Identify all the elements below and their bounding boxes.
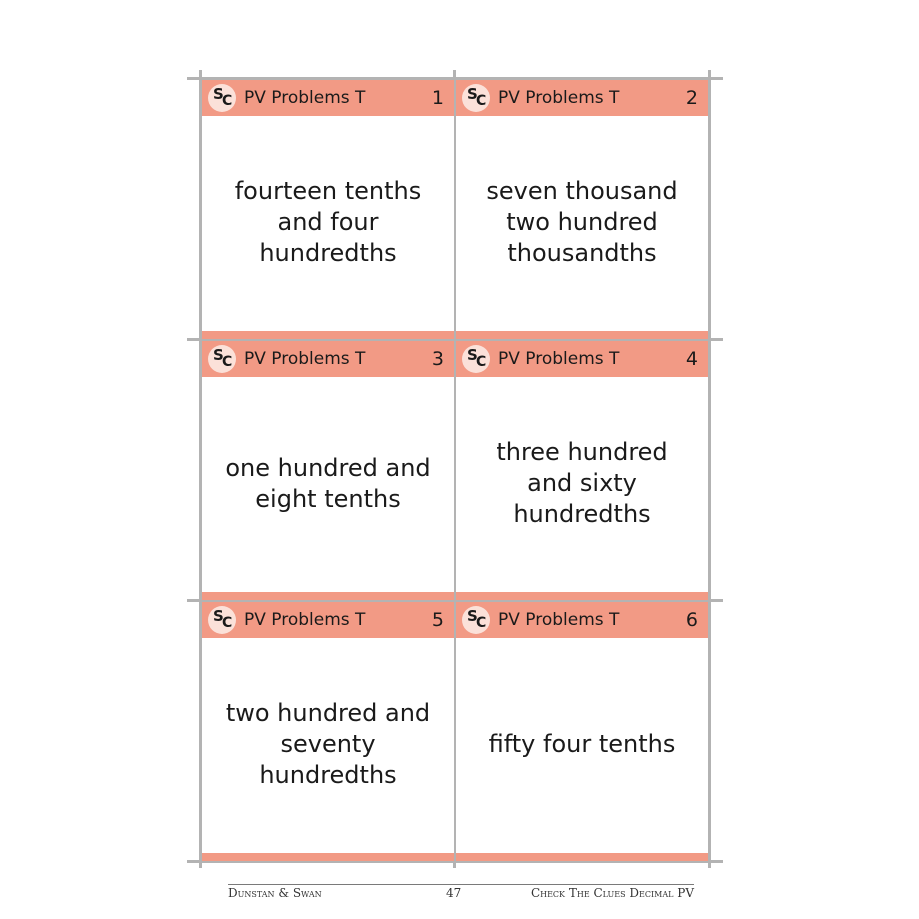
card-body [202,638,454,851]
card-6 [456,602,708,861]
card-body [456,377,708,590]
card-footer-strip [202,592,454,600]
card-header [202,80,454,116]
card-footer-strip [202,853,454,861]
card-footer-strip [456,592,708,600]
card-2 [456,80,708,339]
card-title: PV Problems T [498,610,620,630]
card-footer-strip [202,331,454,339]
card-body [456,638,708,851]
card-number: 4 [685,348,698,370]
card-text: three hundred and sixty hundredths [496,438,668,528]
card-title: PV Problems T [498,349,620,369]
card-number: 5 [431,609,444,631]
sc-logo-icon: S C [462,606,490,634]
card-number: 1 [431,87,444,109]
footer-author: Dunstan & Swan [228,886,322,900]
card-title: PV Problems T [244,610,366,630]
card-4 [456,341,708,600]
card-title: PV Problems T [498,88,620,108]
card-header [456,602,708,638]
footer-book-title: Check The Clues Decimal PV [530,886,694,900]
sc-logo-icon: S C [208,606,236,634]
card-footer-strip [456,853,708,861]
card-3 [202,341,454,600]
card-1 [202,80,454,339]
card-text: fourteen tenths and four hundredths [234,177,422,267]
card-text: seven thousand two hundred thousandths [486,177,678,267]
card-body [202,116,454,329]
card-title: PV Problems T [244,88,366,108]
card-header [456,80,708,116]
card-text: one hundred and eight tenths [225,453,431,513]
card-header [202,602,454,638]
sc-logo-icon: S C [462,345,490,373]
card-title: PV Problems T [244,349,366,369]
sc-logo-icon: S C [208,84,236,112]
card-number: 6 [685,609,698,631]
card-5 [202,602,454,861]
sc-logo-icon: S C [208,345,236,373]
card-body [202,377,454,590]
grid-line-vertical [708,70,711,868]
sc-logo-icon: S C [462,84,490,112]
card-footer-strip [456,331,708,339]
card-text: two hundred and seventy hundredths [225,699,431,789]
card-header [456,341,708,377]
footer-rule [228,884,694,885]
card-body [456,116,708,329]
card-number: 2 [685,87,698,109]
card-header [202,341,454,377]
footer-page-number: 47 [446,886,462,900]
card-text: fifty four tenths [488,730,676,758]
card-number: 3 [431,348,444,370]
